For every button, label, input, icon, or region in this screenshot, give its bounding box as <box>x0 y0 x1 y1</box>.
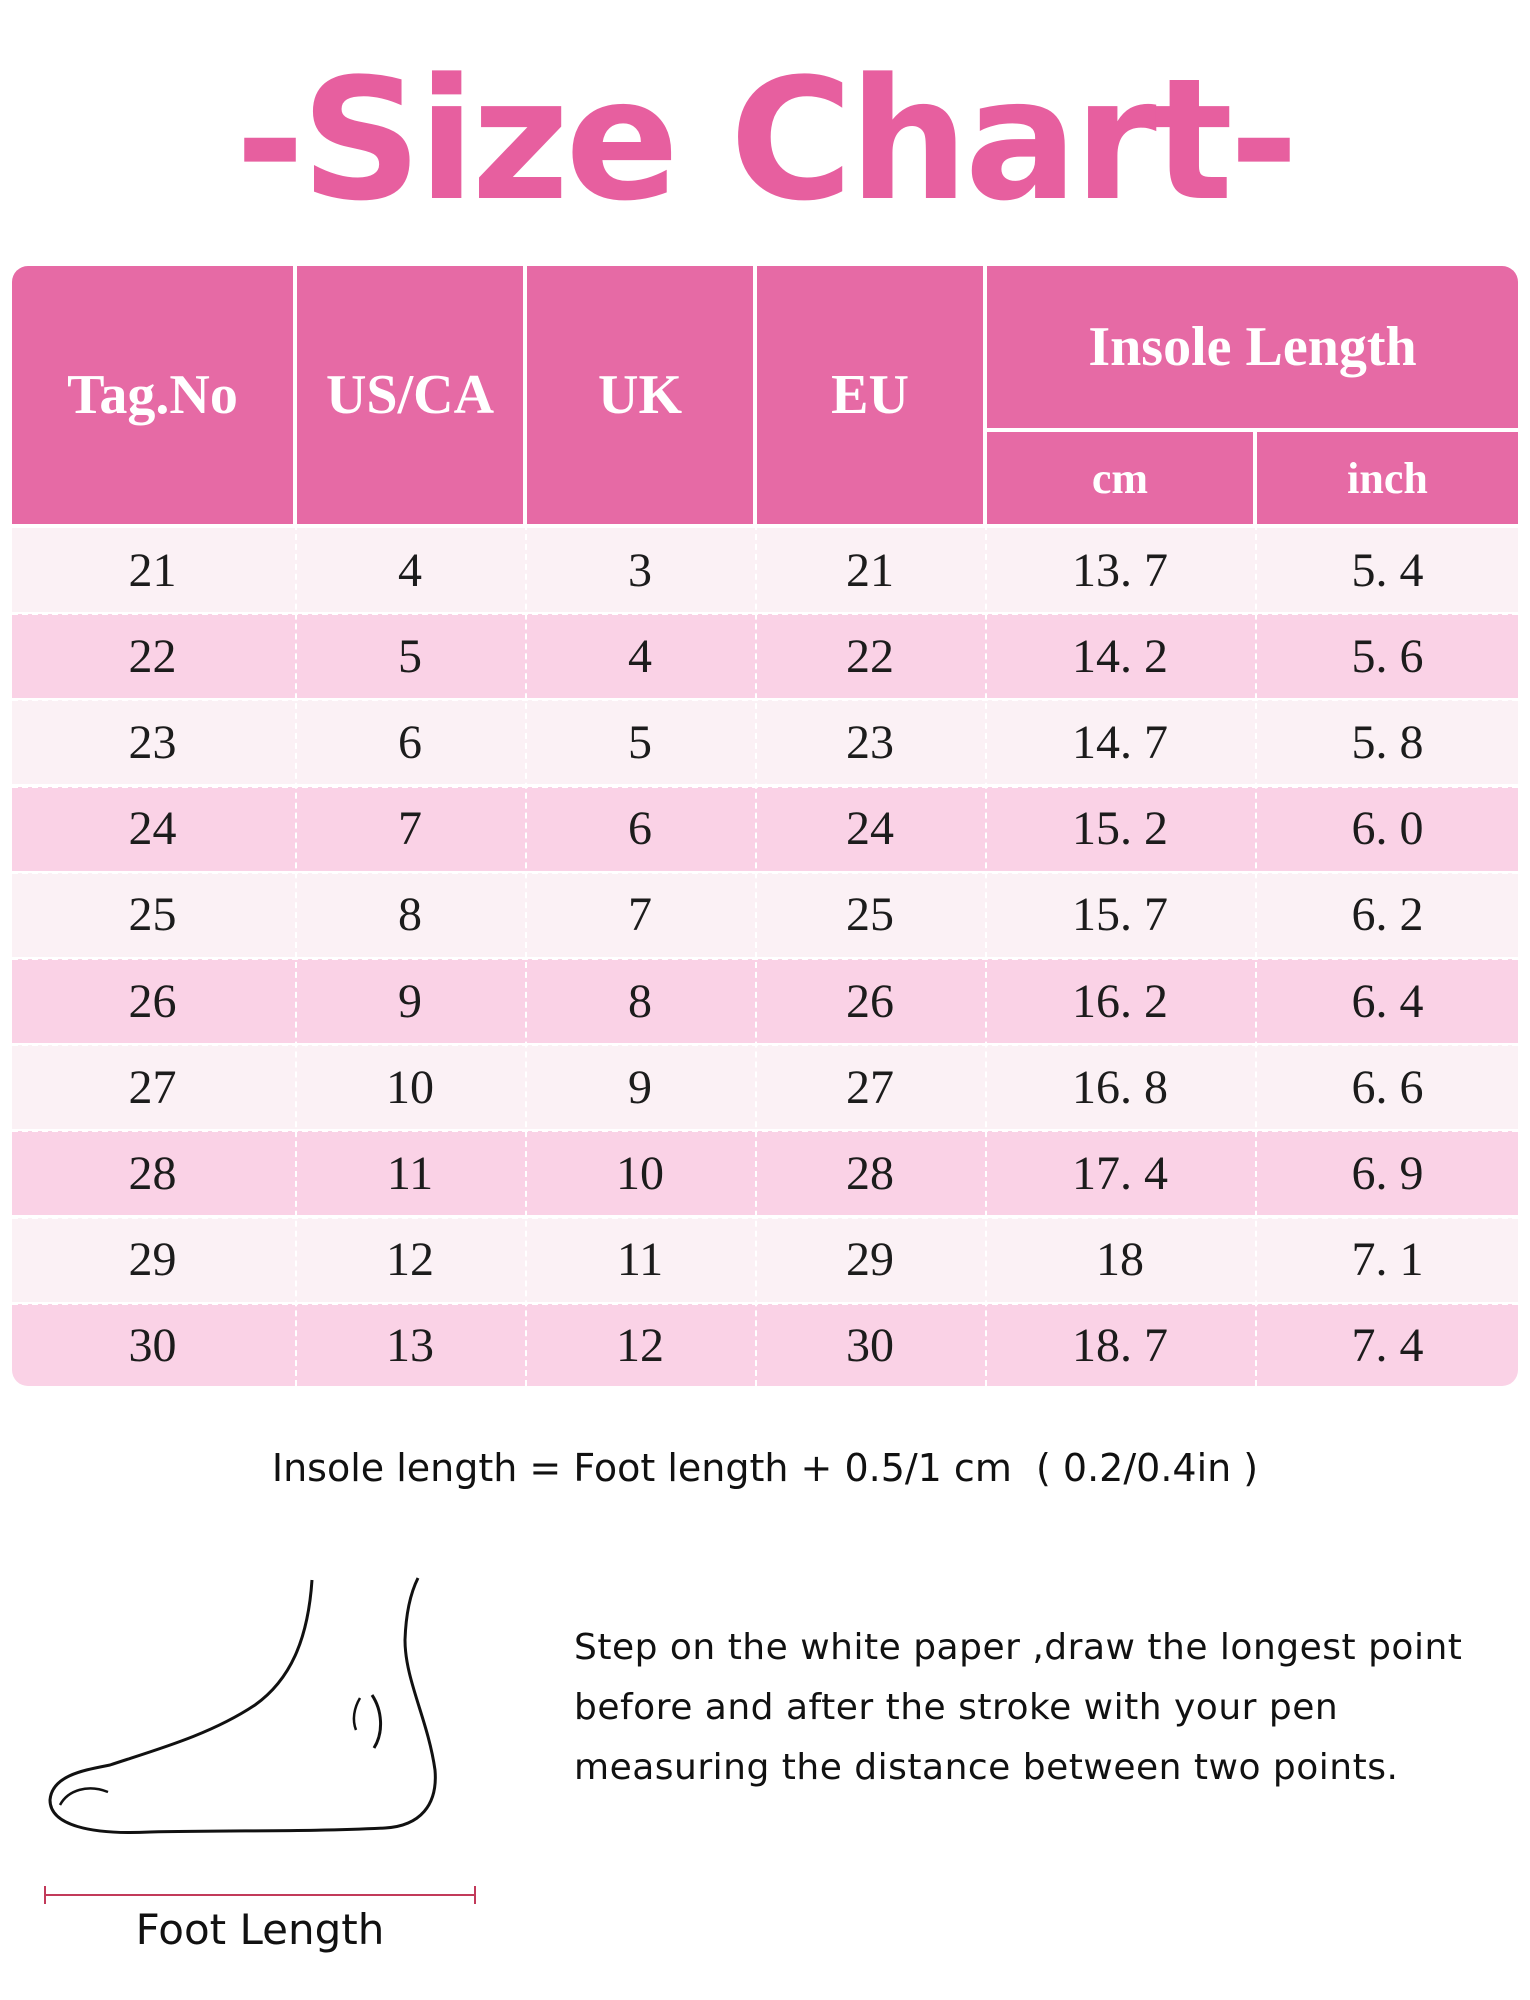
table-row <box>12 1218 1518 1302</box>
header-inch: inch <box>1257 432 1518 524</box>
header-uk: UK <box>527 266 753 524</box>
cell-tag-no: 30 <box>128 1319 177 1373</box>
cell-eu: 28 <box>846 1146 894 1200</box>
column-divider <box>755 524 757 1386</box>
header-eu: EU <box>757 266 983 524</box>
cell-inch: 6. 9 <box>1351 1146 1424 1200</box>
cell-uk: 11 <box>616 1233 664 1287</box>
cell-tag-no: 28 <box>128 1146 177 1200</box>
cell-uk: 9 <box>628 1060 652 1114</box>
table-row <box>12 873 1518 957</box>
column-divider <box>1255 524 1257 1386</box>
cell-us-ca: 12 <box>386 1233 434 1287</box>
foot-length-label: Foot Length <box>135 1905 385 1954</box>
row-divider <box>12 1044 1518 1046</box>
cell-inch: 6. 0 <box>1351 802 1424 856</box>
cell-uk: 10 <box>616 1146 664 1200</box>
cell-eu: 29 <box>846 1233 894 1287</box>
cell-cm: 18. 7 <box>1072 1319 1168 1373</box>
row-divider <box>12 872 1518 874</box>
row-divider <box>12 786 1518 788</box>
table-row <box>12 1131 1518 1215</box>
cell-us-ca: 9 <box>398 974 422 1028</box>
cell-tag-no: 21 <box>128 543 177 597</box>
cell-uk: 5 <box>628 715 652 769</box>
cell-cm: 14. 7 <box>1072 715 1168 769</box>
cell-uk: 6 <box>628 802 652 856</box>
cell-inch: 6. 2 <box>1351 888 1424 942</box>
cell-cm: 15. 2 <box>1072 802 1168 856</box>
cell-uk: 4 <box>628 629 652 683</box>
measuring-instructions: Step on the white paper ,draw the longest point before and after the stroke with your pen measuring the distance between two points. <box>574 1627 1463 1788</box>
column-divider <box>985 524 987 1386</box>
cell-us-ca: 4 <box>398 543 422 597</box>
cell-uk: 3 <box>628 543 652 597</box>
cell-inch: 5. 4 <box>1351 543 1424 597</box>
header-cm: cm <box>987 432 1253 524</box>
cell-cm: 14. 2 <box>1072 629 1168 683</box>
cell-cm: 16. 8 <box>1072 1060 1168 1114</box>
cell-tag-no: 25 <box>128 888 177 942</box>
measure-line-icon <box>40 1878 480 1908</box>
cell-cm: 18 <box>1096 1233 1144 1287</box>
cell-us-ca: 11 <box>386 1146 434 1200</box>
row-divider <box>12 1130 1518 1132</box>
foot-outline-icon <box>40 1570 480 1870</box>
cell-us-ca: 5 <box>398 629 422 683</box>
cell-inch: 5. 6 <box>1351 629 1424 683</box>
cell-us-ca: 10 <box>386 1060 434 1114</box>
cell-tag-no: 24 <box>128 802 177 856</box>
cell-cm: 17. 4 <box>1072 1146 1168 1200</box>
cell-inch: 5. 8 <box>1351 715 1424 769</box>
cell-eu: 30 <box>846 1319 894 1373</box>
cell-cm: 16. 2 <box>1072 974 1168 1028</box>
insole-formula: Insole length = Foot length + 0.5/1 cm ( 0.2/0.4in ) <box>271 1446 1259 1490</box>
cell-inch: 6. 4 <box>1351 974 1424 1028</box>
cell-cm: 15. 7 <box>1072 888 1168 942</box>
row-divider <box>12 613 1518 615</box>
cell-tag-no: 23 <box>128 715 177 769</box>
column-divider <box>525 524 527 1386</box>
cell-tag-no: 27 <box>128 1060 177 1114</box>
cell-eu: 21 <box>846 543 894 597</box>
cell-uk: 8 <box>628 974 652 1028</box>
header-tag-no: Tag.No <box>12 266 293 524</box>
cell-us-ca: 13 <box>386 1319 434 1373</box>
table-row <box>12 787 1518 871</box>
column-divider <box>295 524 297 1386</box>
row-divider <box>12 1303 1518 1305</box>
cell-eu: 23 <box>846 715 894 769</box>
cell-eu: 26 <box>846 974 894 1028</box>
table-row <box>12 959 1518 1043</box>
header-insole-length: Insole Length <box>987 266 1518 428</box>
table-row <box>12 1304 1518 1386</box>
cell-inch: 7. 4 <box>1351 1319 1424 1373</box>
table-row <box>12 1045 1518 1129</box>
table-row <box>12 700 1518 784</box>
cell-us-ca: 7 <box>398 802 422 856</box>
cell-eu: 25 <box>846 888 894 942</box>
cell-tag-no: 29 <box>128 1233 177 1287</box>
row-divider <box>12 1217 1518 1219</box>
cell-eu: 22 <box>846 629 894 683</box>
cell-us-ca: 8 <box>398 888 422 942</box>
header-us-ca: US/CA <box>297 266 523 524</box>
cell-tag-no: 22 <box>128 629 177 683</box>
cell-us-ca: 6 <box>398 715 422 769</box>
cell-eu: 27 <box>846 1060 894 1114</box>
cell-uk: 7 <box>628 888 652 942</box>
cell-inch: 6. 6 <box>1351 1060 1424 1114</box>
cell-uk: 12 <box>616 1319 664 1373</box>
cell-inch: 7. 1 <box>1351 1233 1424 1287</box>
cell-eu: 24 <box>846 802 894 856</box>
size-chart-table <box>12 266 1518 1386</box>
cell-cm: 13. 7 <box>1072 543 1168 597</box>
page-title: -Size Chart- <box>235 42 1295 238</box>
table-row <box>12 528 1518 612</box>
row-divider <box>12 699 1518 701</box>
table-row <box>12 614 1518 698</box>
row-divider <box>12 958 1518 960</box>
cell-tag-no: 26 <box>128 974 177 1028</box>
